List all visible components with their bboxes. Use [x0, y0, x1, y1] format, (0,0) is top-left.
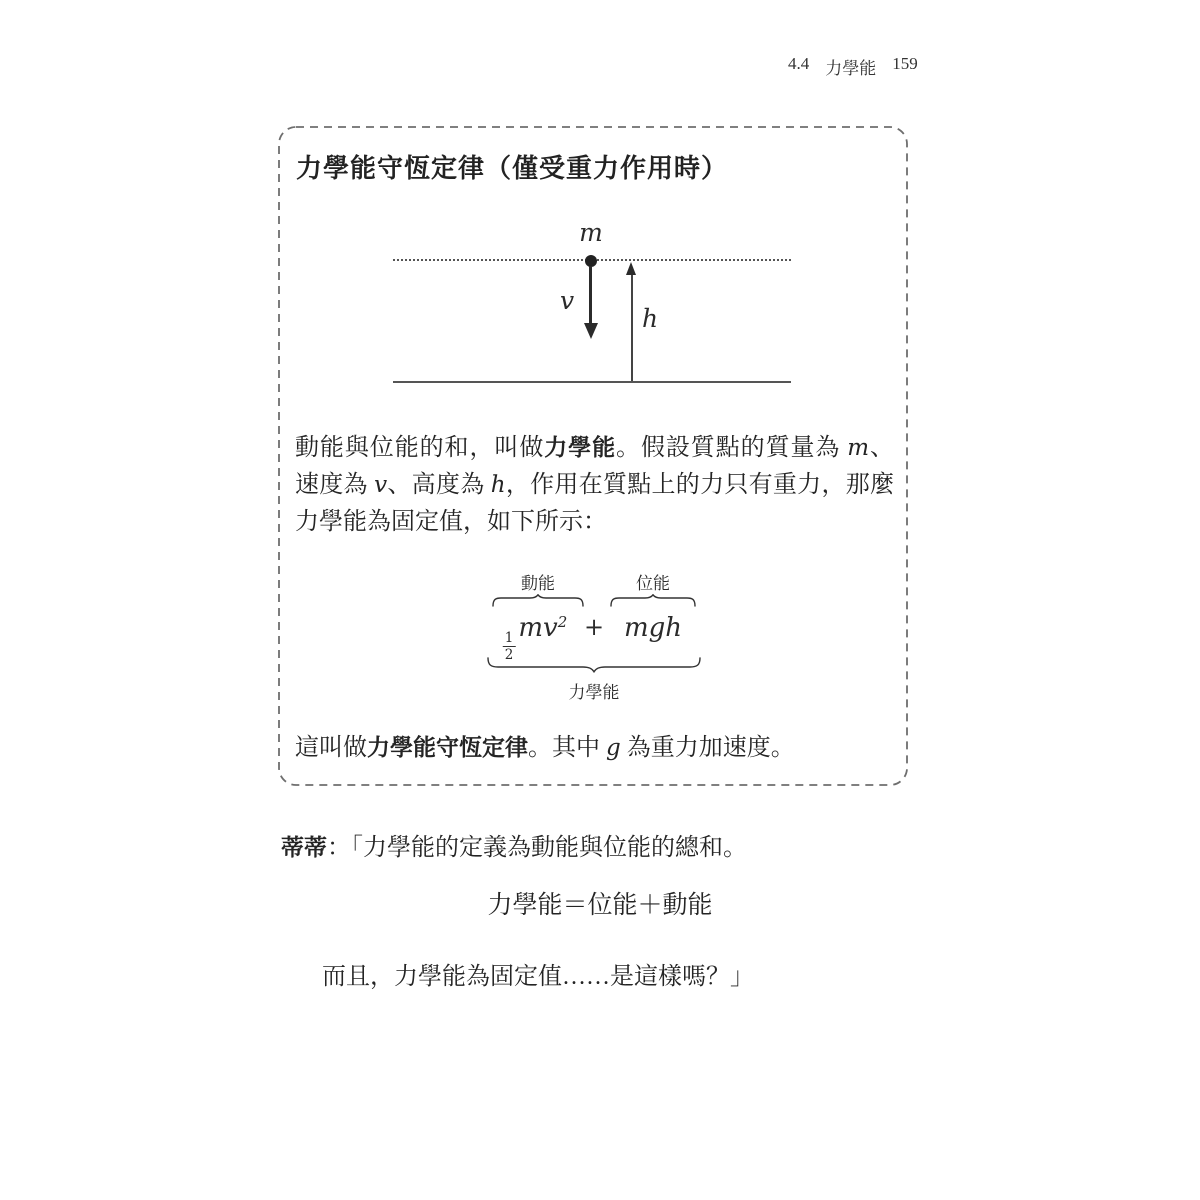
kinetic-exponent: 2 [557, 613, 568, 631]
paragraph-text-2: 。假設質點的質量為 [616, 435, 848, 461]
paragraph-text-5: ，作用在質點上的力只有重力，那麼力學能為固定值，如下所示： [295, 472, 895, 535]
mechanical-energy-term: 力學能 [544, 434, 617, 460]
velocity-label: v [560, 286, 575, 315]
potential-overbrace [610, 594, 696, 607]
kinetic-energy-label: 動能 [521, 574, 555, 593]
mechanical-energy-formula [455, 566, 745, 714]
paragraph-text-3: 、速度為 [295, 435, 895, 498]
dialogue-line-1 [281, 827, 747, 862]
header-chapter-title: 力學能 [825, 59, 877, 78]
dialogue-opening-text: ：「力學能的定義為動能與位能的總和。 [327, 835, 747, 861]
fraction-denominator: 2 [504, 647, 514, 664]
conclusion-text-2: 。其中 [528, 735, 606, 761]
dialogue-line-2: 而且，力學能為固定值……是這樣嗎？」 [322, 964, 754, 990]
height-label: h [642, 304, 659, 333]
potential-term: mgh [623, 613, 683, 643]
page-header [788, 54, 918, 79]
kinetic-overbrace [492, 594, 584, 607]
velocity-variable: v [374, 472, 388, 498]
mass-variable: m [847, 435, 870, 461]
velocity-arrow-head-icon [584, 323, 598, 339]
conclusion-text-3: 為重力加速度。 [620, 735, 795, 761]
potential-energy-label: 位能 [636, 574, 670, 593]
plus-sign: + [583, 613, 605, 641]
law-paragraph [295, 429, 894, 541]
height-arrow-head-icon [626, 262, 636, 275]
header-page-number: 159 [892, 54, 918, 73]
height-variable: h [490, 472, 506, 498]
mechanical-energy-brace-label: 力學能 [568, 683, 620, 702]
law-box-title: 力學能守恆定律（僅受重力作用時） [296, 153, 729, 183]
velocity-arrow-shaft [589, 266, 592, 324]
conclusion-text-1: 這叫做 [295, 735, 367, 761]
gravity-variable: g [606, 735, 621, 761]
ground-line [393, 381, 791, 383]
mass-label: m [579, 218, 603, 247]
kinetic-variables: mv [518, 613, 558, 643]
kinetic-term [503, 613, 567, 662]
paragraph-text-4: 、高度為 [387, 472, 491, 498]
law-box [278, 126, 908, 786]
fraction-numerator: 1 [504, 630, 514, 646]
dialogue-equation: 力學能＝位能＋動能 [487, 892, 713, 919]
conservation-law-term: 力學能守恆定律 [367, 734, 528, 760]
mechanical-underbrace [487, 657, 701, 673]
paragraph-text-1: 動能與位能的和，叫做 [295, 435, 545, 461]
law-conclusion [295, 731, 894, 764]
header-section-number: 4.4 [788, 54, 810, 73]
speaker-name: 蒂蒂 [281, 834, 327, 860]
height-arrow-shaft [631, 274, 633, 381]
